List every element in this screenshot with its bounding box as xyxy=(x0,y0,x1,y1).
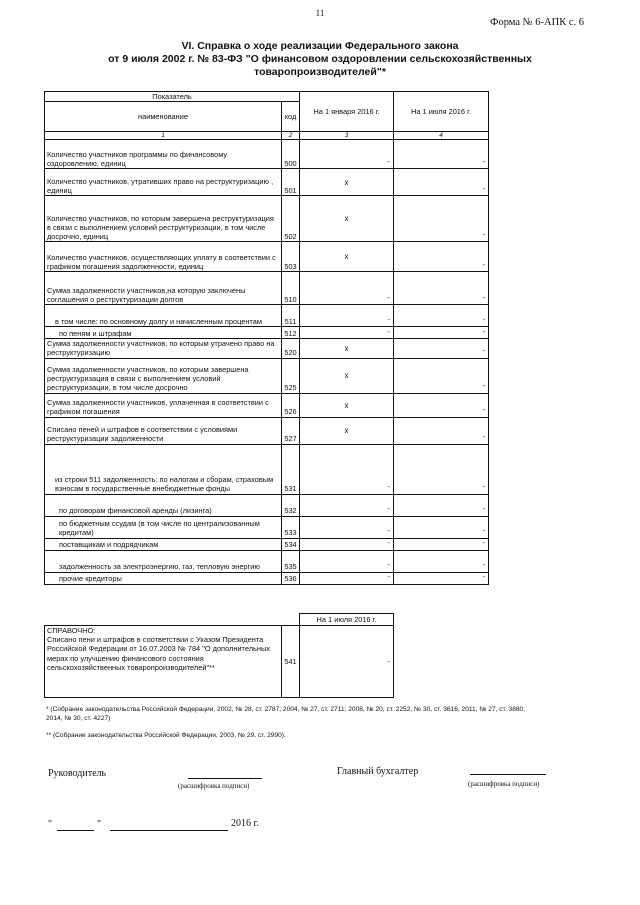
cell-jul[interactable] xyxy=(394,196,489,242)
cell-jan-value: х xyxy=(344,343,349,353)
row-name: прочие кредиторы xyxy=(45,572,282,584)
cell-jul-value: - xyxy=(482,346,485,356)
cell-jan-value: - xyxy=(387,526,390,536)
cell-jul-value: - xyxy=(482,230,485,239)
col-number: 4 xyxy=(394,132,489,140)
cell-jan-value: - xyxy=(387,572,390,582)
head-caption: (расшифровка подписи) xyxy=(178,782,250,790)
table-row xyxy=(45,358,489,393)
footnote-1: * (Собрание законодательства Российской Федерации, 2002, № 28, ст. 2787; 2004, № 27, ст. 2711; 2008, № 20, ст. 2252, № 30, ст. 3616, 2011, № 27, ст. 3880; 2014, № 30, ст. 4227) xyxy=(46,706,526,722)
cell-jul-value: - xyxy=(482,260,485,269)
cell-jan[interactable] xyxy=(300,538,394,550)
cell-jul[interactable] xyxy=(394,305,489,327)
cell-jan[interactable] xyxy=(300,327,394,339)
cell-jul-value: - xyxy=(482,315,485,324)
cell-jul-value: - xyxy=(482,381,485,391)
row-name: Сумма задолженности участников, по которым утрачено право на реструктуризацию xyxy=(45,339,282,358)
cell-jan-value: - xyxy=(387,538,390,548)
cell-jul[interactable] xyxy=(394,272,489,305)
cell-jan-value: х xyxy=(344,214,349,224)
row-code: 536 xyxy=(282,572,300,584)
reference-table xyxy=(44,613,394,698)
table-row xyxy=(45,393,489,417)
table-row xyxy=(45,242,489,272)
cell-jan-value: х xyxy=(344,400,349,410)
cell-jan-value: - xyxy=(387,482,390,492)
row-name: Количество участников, осуществляющих уплату в соответствии с графиком погашения задолженности, единиц xyxy=(45,242,282,272)
cell-jul[interactable] xyxy=(394,393,489,417)
cell-jul-value: - xyxy=(482,526,485,536)
col-number: 2 xyxy=(282,132,300,140)
cell-jan[interactable] xyxy=(300,550,394,572)
cell-jan-value: х xyxy=(344,371,349,380)
cell-jul[interactable] xyxy=(394,550,489,572)
cell-jan[interactable] xyxy=(300,494,394,516)
row-code: 525 xyxy=(282,358,300,393)
row-code: 503 xyxy=(282,242,300,272)
cell-jul[interactable] xyxy=(394,327,489,339)
cell-jan[interactable] xyxy=(300,393,394,417)
cell-jan-value: - xyxy=(387,315,390,324)
table-row xyxy=(45,538,489,550)
col-jan-header: На 1 января 2016 г. xyxy=(300,92,394,132)
cell-jul-value: - xyxy=(482,504,485,514)
cell-jan[interactable] xyxy=(300,417,394,444)
cell-jul[interactable] xyxy=(394,140,489,169)
row-code: 534 xyxy=(282,538,300,550)
cell-jul-value: - xyxy=(482,293,485,302)
cell-jul[interactable] xyxy=(394,572,489,584)
table-row xyxy=(45,196,489,242)
col-number: 1 xyxy=(45,132,282,140)
row-code: 502 xyxy=(282,196,300,242)
cell-jan-value: - xyxy=(387,157,390,166)
row-code: 526 xyxy=(282,393,300,417)
row-code: 535 xyxy=(282,550,300,572)
head-signature-line[interactable] xyxy=(188,778,262,779)
cell-jan[interactable] xyxy=(300,140,394,169)
cell-jul-value: - xyxy=(482,572,485,582)
table-row xyxy=(45,550,489,572)
row-name: по договорам финансовой аренды (лизинга) xyxy=(45,494,282,516)
ref-text: Списано пени и штрафов в соответствии с Указом Президента Российской Федерации от 16.07.2003 № 784 "О дополнительных мерах по улучшению финансового состояния сельскохозяйственных товаропроизводителей"** xyxy=(47,635,270,672)
accountant-signature-line[interactable] xyxy=(470,774,546,775)
col-number: 3 xyxy=(300,132,394,140)
row-code: 511 xyxy=(282,305,300,327)
ref-cell xyxy=(45,626,282,698)
cell-jan-value: - xyxy=(387,327,390,336)
cell-jan-value: - xyxy=(387,293,390,302)
cell-jul-value: - xyxy=(482,405,485,415)
row-name: Количество участников, утративших право на реструктуризацию , единиц xyxy=(45,169,282,196)
table-row xyxy=(45,494,489,516)
cell-jul[interactable] xyxy=(394,538,489,550)
section-title xyxy=(60,40,580,79)
footnote-2: ** (Собрание законодательства Российской Федерации, 2003, № 29, ст. 2990). xyxy=(46,732,286,739)
cell-jul[interactable] xyxy=(394,417,489,444)
cell-jan-value: - xyxy=(387,504,390,514)
row-name: Сумма задолженности участников, по которым завершена реструктуризация в связи с выполнением условий реструктуризации, в том числе досрочно xyxy=(45,358,282,393)
form-label: Форма № 6-АПК с. 6 xyxy=(490,17,584,28)
table-row xyxy=(45,444,489,494)
cell-jul-value: - xyxy=(482,560,485,570)
row-code: 501 xyxy=(282,169,300,196)
row-name: задолженность за электроэнергию, газ, тепловую энергию xyxy=(45,550,282,572)
cell-jul[interactable] xyxy=(394,358,489,393)
row-code: 531 xyxy=(282,444,300,494)
row-code: 500 xyxy=(282,140,300,169)
ref-value: - xyxy=(300,626,394,698)
date-month-line[interactable] xyxy=(110,830,228,831)
ref-col-header: На 1 июля 2016 г. xyxy=(300,614,394,626)
cell-jul-value: - xyxy=(482,157,485,166)
date-day-line[interactable] xyxy=(57,830,94,831)
cell-jul[interactable] xyxy=(394,169,489,196)
title-line-1: VI. Справка о ходе реализации Федерального закона xyxy=(181,40,459,52)
row-name: из строки 511 задолженность: по налогам и сборам, страховым взносам в государственные внебюджетные фонды xyxy=(45,444,282,494)
date-year: 2016 г. xyxy=(231,818,259,829)
row-name: по бюджетным ссудам (в том числе по централизованным кредитам) xyxy=(45,516,282,538)
row-name: Количество участников, по которым завершена реструктуризация в связи с выполнением условий реструктуризации, в том числе досрочно, единиц xyxy=(45,196,282,242)
date-quote-close: " xyxy=(97,819,102,830)
cell-jan[interactable] xyxy=(300,572,394,584)
cell-jan[interactable] xyxy=(300,516,394,538)
table-row xyxy=(45,572,489,584)
table-row xyxy=(45,417,489,444)
title-line-3: товаропроизводителей"* xyxy=(254,66,386,78)
accountant-label: Главный бухгалтер xyxy=(337,766,419,777)
cell-jul-value: - xyxy=(482,327,485,336)
cell-jul-value: - xyxy=(482,482,485,492)
cell-jul[interactable] xyxy=(394,339,489,358)
cell-jul[interactable] xyxy=(394,494,489,516)
row-code: 527 xyxy=(282,417,300,444)
row-name: Количество участников программы по финансовому оздоровлению, единиц xyxy=(45,140,282,169)
table-row xyxy=(45,327,489,339)
ref-code: 541 xyxy=(282,626,300,698)
cell-jan[interactable] xyxy=(300,169,394,196)
accountant-caption: (расшифровка подписи) xyxy=(468,780,540,788)
cell-jan[interactable] xyxy=(300,196,394,242)
report-table xyxy=(44,91,489,585)
row-name: поставщикам и подрядчикам xyxy=(45,538,282,550)
cell-jan-value: х xyxy=(344,177,349,187)
cell-jan-value: х xyxy=(344,252,349,262)
cell-jul[interactable] xyxy=(394,444,489,494)
col-jul-header: На 1 июля 2016 г. xyxy=(394,92,489,132)
name-header: наименование xyxy=(45,102,282,132)
cell-jan[interactable] xyxy=(300,444,394,494)
indicator-header: Показатель xyxy=(45,92,300,102)
head-label: Руководитель xyxy=(48,768,107,779)
cell-jan[interactable] xyxy=(300,242,394,272)
cell-jan[interactable] xyxy=(300,339,394,358)
column-numbers-row xyxy=(45,132,489,140)
row-code: 520 xyxy=(282,339,300,358)
date-quote-open: " xyxy=(48,819,53,830)
row-code: 533 xyxy=(282,516,300,538)
row-code: 532 xyxy=(282,494,300,516)
cell-jan-value: - xyxy=(387,560,390,570)
cell-jan[interactable] xyxy=(300,272,394,305)
cell-jul[interactable] xyxy=(394,242,489,272)
cell-jan-value: х xyxy=(344,426,349,435)
cell-jul[interactable] xyxy=(394,516,489,538)
row-name: Сумма задолженности участников, уплаченная в соответствии с графиком погашения xyxy=(45,393,282,417)
row-name: по пеням и штрафам xyxy=(45,327,282,339)
cell-jul-value: - xyxy=(482,538,485,548)
table-row xyxy=(45,272,489,305)
table-row xyxy=(45,339,489,358)
title-line-2: от 9 июля 2002 г. № 83-ФЗ "О финансовом оздоровлении сельскохозяйственных xyxy=(108,53,532,65)
cell-jan[interactable] xyxy=(300,358,394,393)
row-name: в том числе: по основному долгу и начисленным процентам xyxy=(45,305,282,327)
page-number: 11 xyxy=(315,8,325,18)
row-code: 512 xyxy=(282,327,300,339)
table-row xyxy=(45,305,489,327)
table-row xyxy=(45,140,489,169)
cell-jan[interactable] xyxy=(300,305,394,327)
table-row xyxy=(45,169,489,196)
row-name: Сумма задолженности участников,на которую заключены соглашения о реструктуризации долгов xyxy=(45,272,282,305)
table-row xyxy=(45,516,489,538)
cell-jul-value: - xyxy=(482,432,485,442)
code-header: код xyxy=(282,102,300,132)
row-name: Списано пеней и штрафов в соответствии с условиями реструктуризации задолженности xyxy=(45,417,282,444)
row-code: 510 xyxy=(282,272,300,305)
cell-jul-value: - xyxy=(482,184,485,193)
ref-title: СПРАВОЧНО: xyxy=(47,626,96,635)
